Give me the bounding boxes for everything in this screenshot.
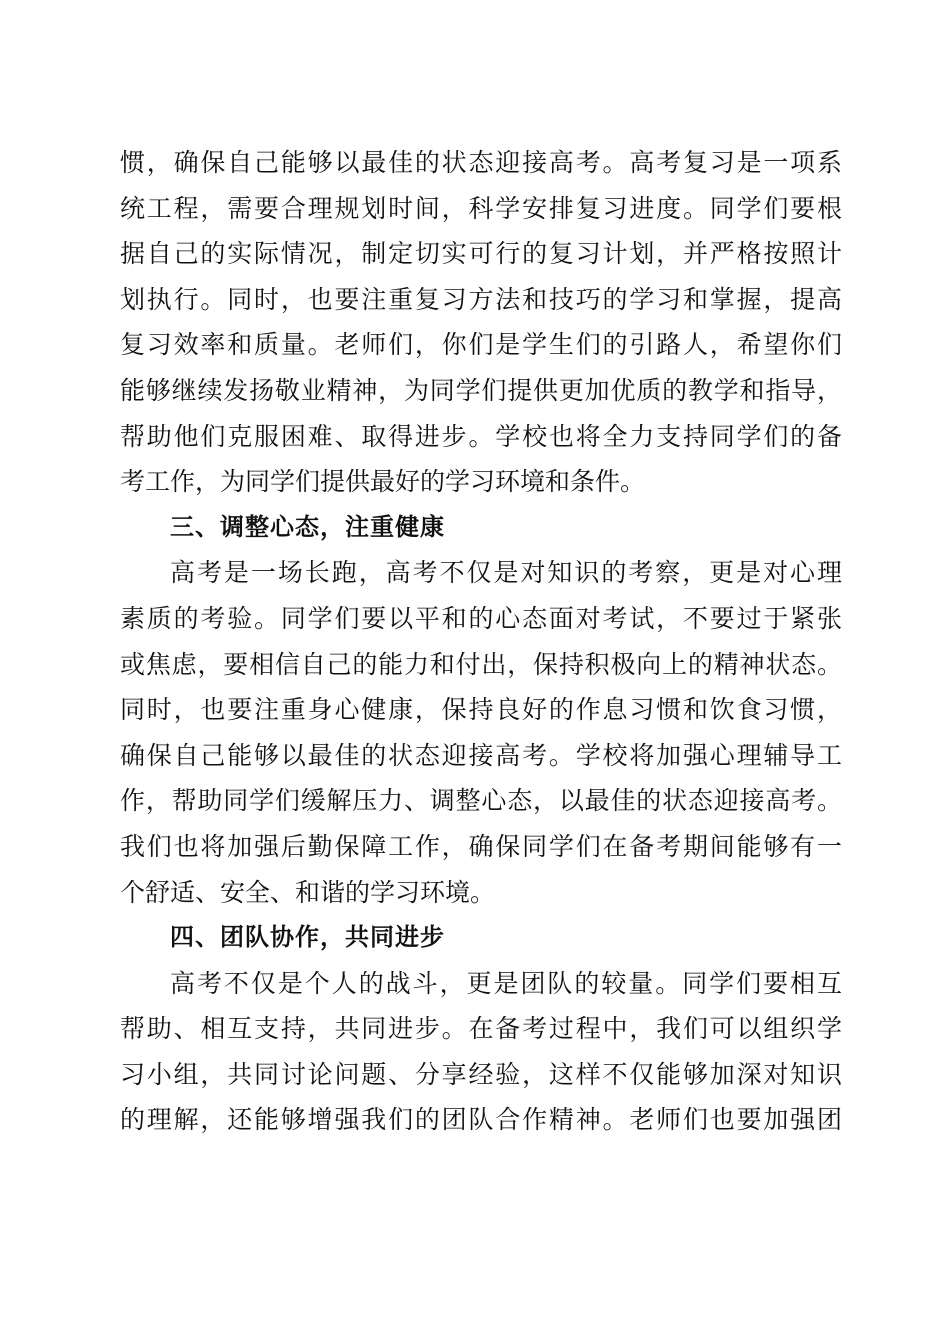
text-line: 帮助、相互支持，共同进步。在备考过程中，我们可以组织学 <box>120 1014 842 1044</box>
text-line: 高考不仅是个人的战斗，更是团队的较量。同学们要相互 <box>170 968 842 998</box>
text-line: 作，帮助同学们缓解压力、调整心态，以最佳的状态迎接高考。 <box>120 786 842 816</box>
text-line: 考工作，为同学们提供最好的学习环境和条件。 <box>120 467 646 497</box>
text-line: 据自己的实际情况，制定切实可行的复习计划，并严格按照计 <box>120 239 842 269</box>
document-body <box>120 140 842 1143</box>
text-line: 的理解，还能够增强我们的团队合作精神。老师们也要加强团 <box>120 1105 842 1135</box>
text-line: 我们也将加强后勤保障工作，确保同学们在备考期间能够有一 <box>120 831 842 861</box>
paragraph-mindset <box>120 550 842 915</box>
text-line: 确保自己能够以最佳的状态迎接高考。学校将加强心理辅导工 <box>120 740 842 770</box>
text-line: 习小组，共同讨论问题、分享经验，这样不仅能够加深对知识 <box>120 1059 842 1089</box>
text-line: 同时，也要注重身心健康，保持良好的作息习惯和饮食习惯， <box>120 695 842 725</box>
text-line: 惯，确保自己能够以最佳的状态迎接高考。高考复习是一项系 <box>120 148 842 177</box>
text-line: 个舒适、安全、和谐的学习环境。 <box>120 877 496 907</box>
paragraph-teamwork <box>120 961 842 1143</box>
text-line: 素质的考验。同学们要以平和的心态面对考试，不要过于紧张 <box>120 603 842 633</box>
section-heading-4: 四、团队协作，共同进步 <box>170 923 445 952</box>
text-line: 统工程，需要合理规划时间，科学安排复习进度。同学们要根 <box>120 193 842 223</box>
section-heading-3: 三、调整心态，注重健康 <box>170 512 445 541</box>
text-line: 或焦虑，要相信自己的能力和付出，保持积极向上的精神状态。 <box>120 649 842 679</box>
text-line: 复习效率和质量。老师们，你们是学生们的引路人，希望你们 <box>120 330 842 360</box>
text-line: 划执行。同时，也要注重复习方法和技巧的学习和掌握，提高 <box>120 284 842 314</box>
text-line: 帮助他们克服困难、取得进步。学校也将全力支持同学们的备 <box>120 421 842 451</box>
text-line: 能够继续发扬敬业精神，为同学们提供更加优质的教学和指导， <box>120 375 842 405</box>
paragraph-continuation <box>120 140 842 505</box>
text-line: 高考是一场长跑，高考不仅是对知识的考察，更是对心理 <box>170 558 842 588</box>
